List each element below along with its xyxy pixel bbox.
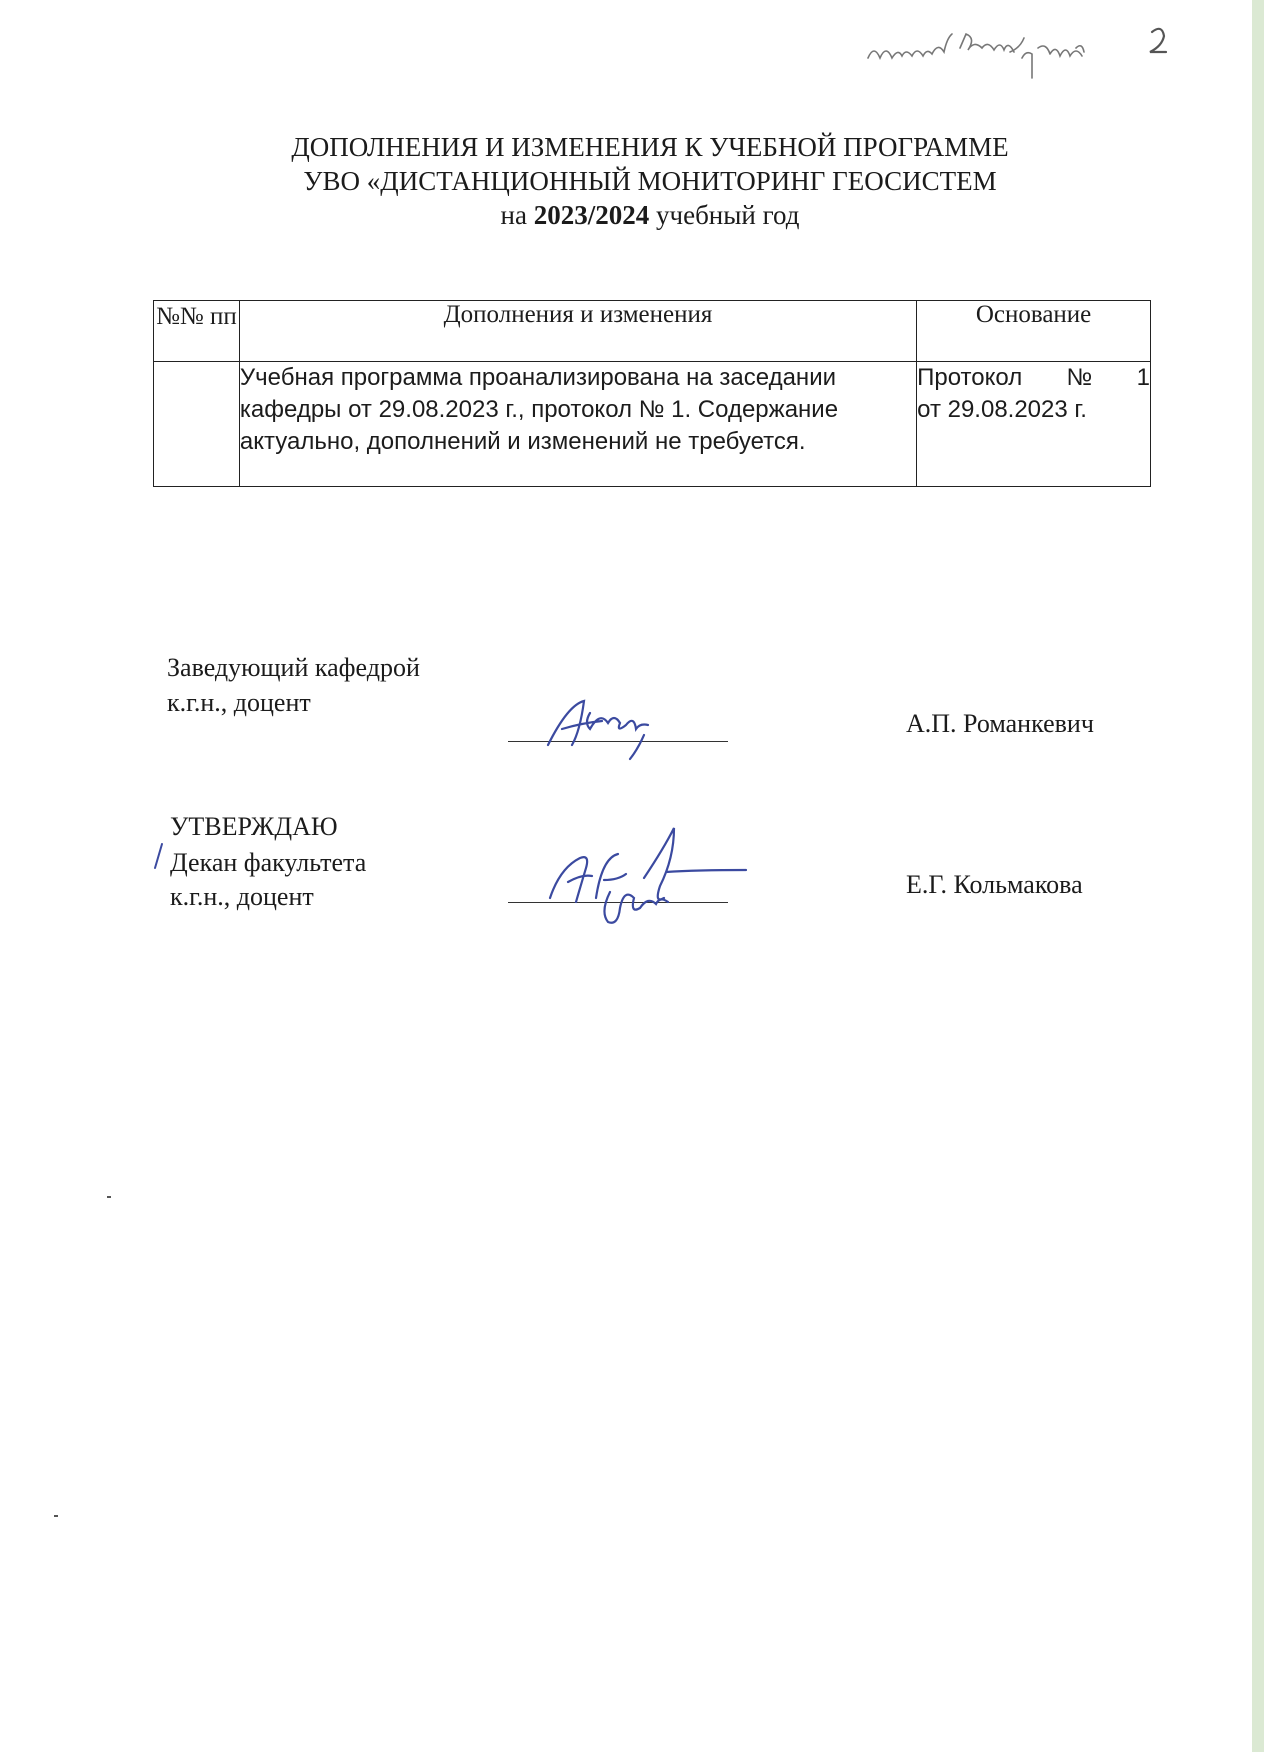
protocol-line [917, 362, 1150, 394]
academic-year [150, 198, 1150, 232]
scan-speck [107, 1196, 111, 1198]
dean-role: Декан факультета [170, 848, 367, 877]
header-changes: Дополнения и изменения [239, 301, 916, 362]
dean-degree: к.г.н., доцент [170, 882, 314, 911]
table-header-row [154, 301, 1151, 362]
header-basis: Основание [917, 301, 1151, 362]
dean-name: Е.Г. Кольмакова [906, 870, 1083, 899]
scan-speck [54, 1515, 58, 1517]
row-changes: Учебная программа проанализирована на заседании кафедры от 29.08.2023 г., протокол № 1. Содержание актуально, дополнений и изменений не требуется. [239, 362, 916, 487]
table-row [154, 362, 1151, 487]
head-name: А.П. Романкевич [906, 709, 1094, 738]
year-suffix: учебный год [649, 200, 800, 230]
head-signature [540, 695, 690, 765]
row-num [154, 362, 240, 487]
protocol-date: от 29.08.2023 г. [917, 396, 1087, 423]
header-num: №№ пп [154, 301, 240, 362]
pen-tick-mark [152, 842, 166, 872]
protocol-word: Протокол [917, 364, 1023, 391]
head-degree: к.г.н., доцент [167, 688, 311, 717]
title-line-2: УВО «ДИСТАНЦИОННЫЙ МОНИТОРИНГ ГЕОСИСТЕМ [303, 166, 997, 196]
document-title [150, 130, 1150, 232]
title-line-1: ДОПОЛНЕНИЯ И ИЗМЕНЕНИЯ К УЧЕБНОЙ ПРОГРАММЕ [291, 132, 1009, 162]
changes-table [153, 300, 1151, 487]
dean-signature [540, 820, 760, 935]
approve-label: УТВЕРЖДАЮ [170, 812, 338, 841]
scan-edge [1252, 0, 1264, 1752]
row-basis [917, 362, 1151, 487]
handwritten-note [862, 18, 1192, 88]
protocol-no-sign: № [1066, 364, 1093, 391]
head-role: Заведующий кафедрой [167, 653, 420, 682]
protocol-number: 1 [1136, 364, 1150, 391]
year-value: 2023/2024 [533, 200, 650, 230]
year-prefix: на [500, 200, 534, 230]
